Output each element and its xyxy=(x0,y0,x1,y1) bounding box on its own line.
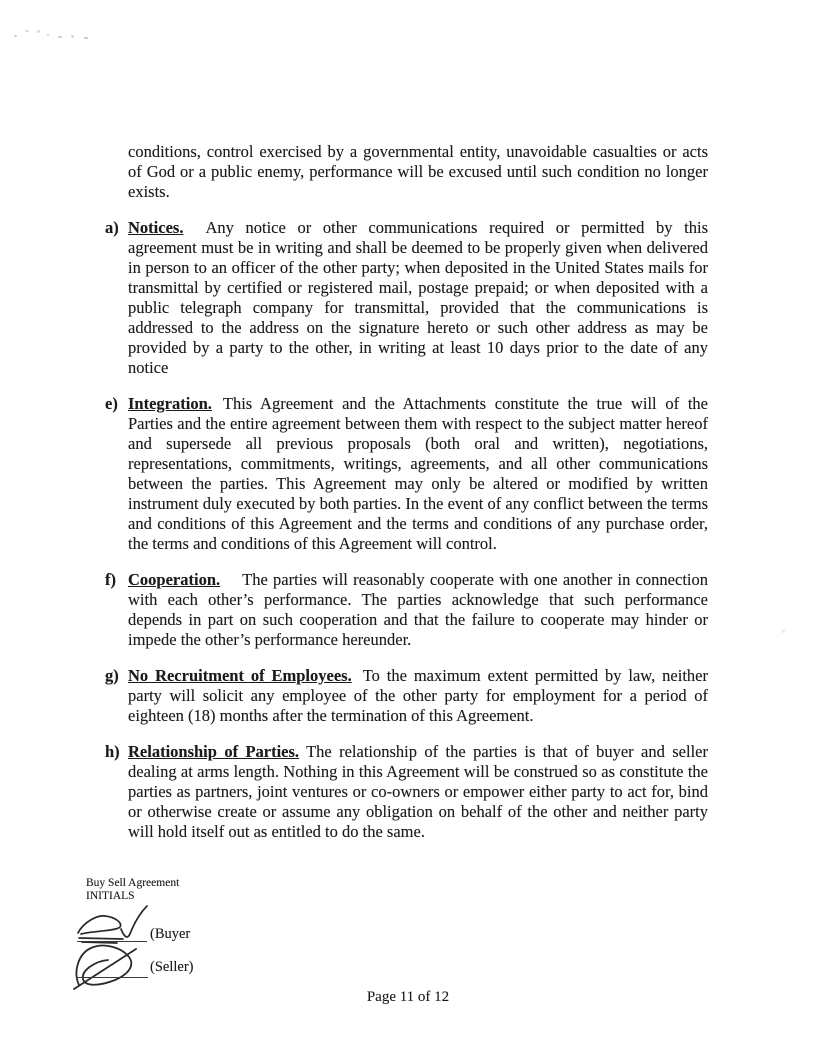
clause-relationship-of-parties xyxy=(105,742,708,842)
clause-marker: a) xyxy=(105,218,119,237)
clause-text: The relationship of the parties is that of buyer and seller dealing at arms length. Nothing in this Agreement will be construed so as constitute the parties as partners, joint ventures or co-owners or empower either party to act for, bind or otherwise create or assume any obligation on behalf of the other and neither party will hold itself out as entitled to do the same. xyxy=(128,742,708,841)
clause-cooperation xyxy=(105,570,708,650)
clause-text: The parties will reasonably cooperate with one another in connection with each other’s performance. The parties acknowledge that such performance depends in part on such cooperation and that the failure to cooperate may hinder or impede the other’s performance hereunder. xyxy=(128,570,708,649)
clause-no-recruitment xyxy=(105,666,708,726)
scan-artifact xyxy=(781,629,786,634)
clause-notices xyxy=(105,218,708,378)
clause-body xyxy=(128,742,708,842)
footer-document-label: Buy Sell Agreement xyxy=(86,877,180,889)
scan-artifact xyxy=(47,34,49,36)
scan-artifact xyxy=(84,37,88,39)
clause-heading: Relationship of Parties. xyxy=(128,742,300,761)
intro-paragraph: conditions, control exercised by a governmental entity, unavoidable casualties or acts of God or a public enemy, performance will be excused until such condition no longer exists. xyxy=(128,142,708,201)
clause-integration xyxy=(105,394,708,554)
buyer-label: (Buyer xyxy=(150,926,191,942)
seller-signature-mark xyxy=(72,942,142,992)
clause-text: This Agreement and the Attachments constitute the true will of the Parties and the entire agreement between them with respect to the subject matter hereof and supersede all previous proposals (both oral and written), negotiations, representations, commitments, writings, agreements, and all other communications between the parties. This Agreement may only be altered or modified by written instrument duly executed by both parties. In the event of any conflict between the terms and conditions of this Agreement and the terms and conditions of any purchase order, the terms and conditions of this Agreement will control. xyxy=(128,394,708,553)
scan-artifact xyxy=(25,30,29,32)
clause-body xyxy=(128,218,708,378)
clause-marker: h) xyxy=(105,742,120,761)
clause-heading: Notices. xyxy=(128,218,184,237)
clause-text: To the maximum extent permitted by law, neither party will solicit any employee of the other party for employment for a period of eighteen (18) months after the termination of this Agreement. xyxy=(128,666,708,725)
seller-signature-line xyxy=(76,977,148,978)
clause-body xyxy=(128,666,708,726)
scan-artifact xyxy=(14,35,17,37)
clause-marker: f) xyxy=(105,570,116,589)
clause-text: Any notice or other communications required or permitted by this agreement must be in writing and shall be deemed to be properly given when delivered in person to an officer of the other party; when deposited in the United States mails for transmittal by certified or registered mail, postage prepaid; or when deposited with a public telegraph company for transmittal, provided that the communications is addressed to the address on the signature hereto or such other address as may be provided by a party to the other, in writing at least 10 days prior to the date of any notice xyxy=(128,218,708,377)
buyer-signature-mark xyxy=(74,902,154,944)
page-number: Page 11 of 12 xyxy=(366,989,450,1005)
clause-heading: Integration. xyxy=(128,394,212,413)
scan-artifact xyxy=(37,30,40,33)
scan-artifact xyxy=(71,35,74,38)
body-text xyxy=(105,142,708,842)
clause-marker: g) xyxy=(105,666,119,685)
footer-initials-block xyxy=(86,877,179,903)
clause-body xyxy=(128,570,708,650)
seller-label: (Seller) xyxy=(150,959,194,975)
clause-marker: e) xyxy=(105,394,118,413)
clause-body xyxy=(128,394,708,554)
clause-heading: Cooperation. xyxy=(128,570,221,589)
footer-initials-label: INITIALS xyxy=(86,890,135,902)
scan-artifact xyxy=(58,36,62,38)
clause-heading: No Recruitment of Employees. xyxy=(128,666,352,685)
